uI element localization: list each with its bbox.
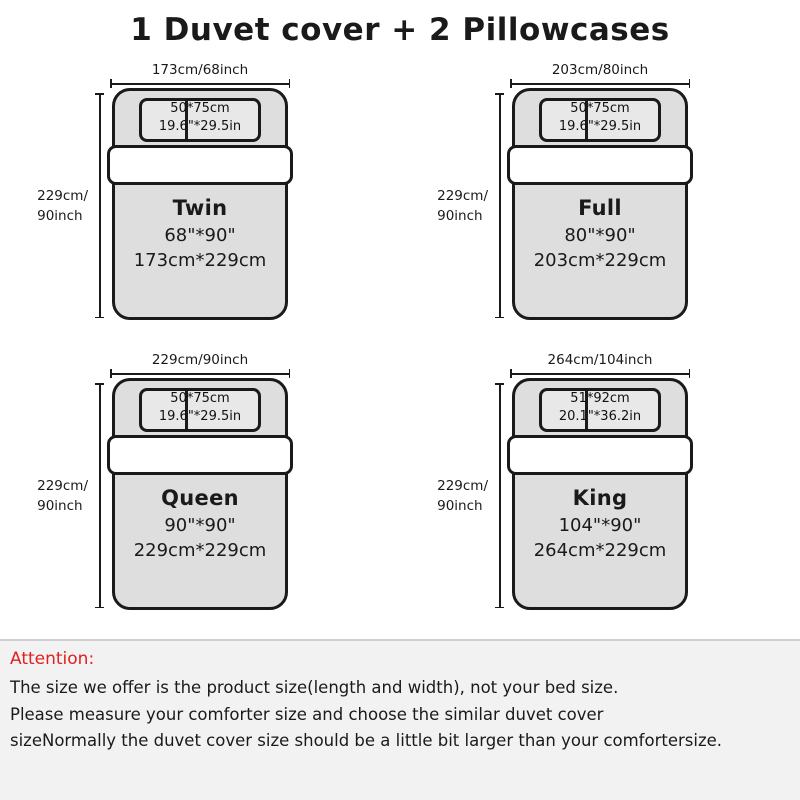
bed-card-queen: [0, 338, 400, 628]
bed-size-cm: 203cm*229cm: [533, 250, 667, 271]
width-tick-left: [110, 369, 112, 378]
bed-card-twin: [0, 48, 400, 338]
bed-size-inches: 104"*90": [558, 515, 642, 536]
height-dimension-label: 229cm/ 90inch: [37, 187, 88, 224]
height-dimension: [414, 93, 510, 318]
bed-label-group: [112, 196, 288, 271]
bed-card-king: [400, 338, 800, 628]
bed-label-group: [512, 196, 688, 271]
height-dimension: [14, 383, 110, 608]
bed-illustration: [512, 88, 688, 320]
height-dimension-line: [495, 93, 504, 318]
height-dimension-line: [95, 383, 104, 608]
height-dimension-label: 229cm/ 90inch: [437, 477, 488, 514]
bed-size-inches: 80"*90": [564, 225, 636, 246]
bed-size-cm: 229cm*229cm: [133, 540, 267, 561]
top-sheet-fold-shape: [107, 145, 293, 185]
bed-size-cm: 173cm*229cm: [133, 250, 267, 271]
width-dimension-line: [110, 369, 290, 378]
height-dimension-label: 229cm/ 90inch: [37, 477, 88, 514]
attention-line: The size we offer is the product size(length and width), not your bed size.: [10, 678, 619, 697]
height-tick-top: [95, 383, 104, 385]
height-dimension-label: 229cm/ 90inch: [437, 187, 488, 224]
width-tick-left: [510, 79, 512, 88]
height-dimension: [414, 383, 510, 608]
bed-size-name: King: [572, 486, 628, 510]
bed-label-group: [512, 486, 688, 561]
bed-size-inches: 90"*90": [164, 515, 236, 536]
bed-illustration: [112, 378, 288, 610]
attention-title: Attention:: [10, 649, 95, 669]
top-sheet-fold-shape: [507, 145, 693, 185]
pillowcase-size-text: 51*92cm 20.1"*36.2in: [558, 391, 642, 424]
bed-size-inches: 68"*90": [164, 225, 236, 246]
height-tick-bottom: [95, 317, 104, 319]
height-tick-top: [495, 383, 504, 385]
bed-size-cm: 264cm*229cm: [533, 540, 667, 561]
width-tick-left: [510, 369, 512, 378]
height-tick-bottom: [95, 607, 104, 609]
pillowcase-size-text: 50*75cm 19.6"*29.5in: [158, 391, 242, 424]
attention-line: sizeNormally the duvet cover size should be a little bit larger than your comfortersize.: [10, 731, 723, 751]
bed-size-grid: [0, 48, 800, 623]
bed-label-group: [112, 486, 288, 561]
page-title: 1 Duvet cover + 2 Pillowcases: [130, 12, 670, 48]
height-dimension-line: [95, 93, 104, 318]
top-sheet-fold-shape: [107, 435, 293, 475]
width-dimension: 229cm/90inch: [110, 352, 290, 378]
width-dimension: 203cm/80inch: [510, 62, 690, 88]
bed-size-name: Twin: [172, 196, 228, 220]
width-tick-right: [689, 79, 691, 88]
height-tick-bottom: [495, 317, 504, 319]
width-tick-left: [110, 79, 112, 88]
height-dimension: [14, 93, 110, 318]
width-tick-right: [289, 369, 291, 378]
bed-illustration: [512, 378, 688, 610]
height-dimension-line: [495, 383, 504, 608]
attention-line: Please measure your comforter size and choose the similar duvet cover: [10, 704, 604, 724]
top-sheet-fold-shape: [507, 435, 693, 475]
height-tick-top: [95, 93, 104, 95]
width-dimension-line: [510, 369, 690, 378]
width-dimension-line: [510, 79, 690, 88]
height-tick-bottom: [495, 607, 504, 609]
width-tick-right: [289, 79, 291, 88]
width-dimension: 264cm/104inch: [510, 352, 690, 378]
height-tick-top: [495, 93, 504, 95]
pillowcase-size-text: 50*75cm 19.6"*29.5in: [558, 101, 642, 134]
width-dimension: 173cm/68inch: [110, 62, 290, 88]
width-dimension-line: [110, 79, 290, 88]
bed-illustration: [112, 88, 288, 320]
attention-panel: [0, 639, 800, 800]
width-tick-right: [689, 369, 691, 378]
bed-card-full: [400, 48, 800, 338]
bed-size-name: Queen: [161, 486, 239, 510]
bed-size-name: Full: [578, 196, 622, 220]
pillowcase-size-text: 50*75cm 19.6"*29.5in: [158, 101, 242, 134]
